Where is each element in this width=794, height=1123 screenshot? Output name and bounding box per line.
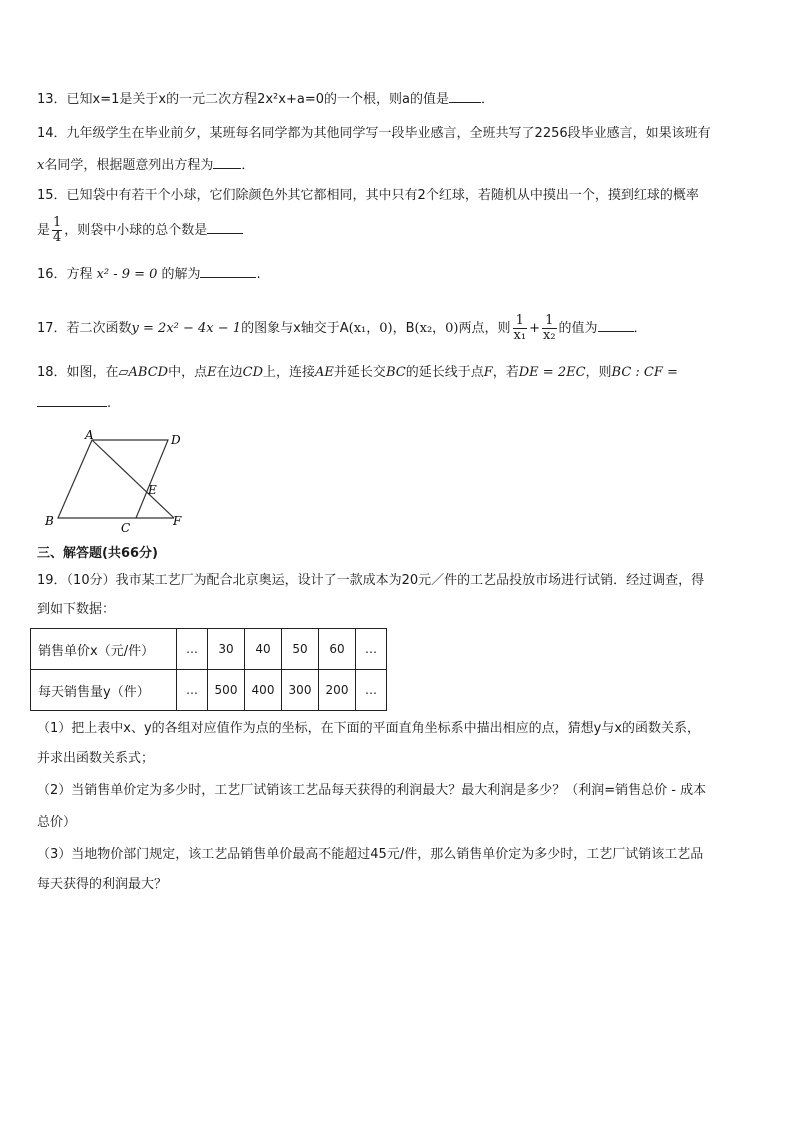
- question-19-line2: 到如下数据：: [37, 602, 116, 617]
- table-cell: 50: [282, 629, 319, 670]
- q17-plus: +: [529, 321, 540, 336]
- question-14-line2: [37, 156, 254, 175]
- q13-tail: ．: [480, 92, 494, 107]
- q18-tail: .: [107, 396, 112, 411]
- question-18-line2: [37, 394, 111, 413]
- q18-blank: [37, 394, 107, 407]
- q17-mid1: 的图象与x轴交于A: [241, 321, 349, 336]
- q19-part1-line1: （1）把上表中x、y的各组对应值作为点的坐标，在下面的平面直角坐标系中描出相应的点，猜想y与x的函数关系，: [37, 721, 701, 736]
- label-a: A: [85, 428, 94, 442]
- q14-tail: ．: [241, 158, 255, 173]
- table-cell: 60: [319, 629, 356, 670]
- question-19-line1: 19．（10分）我市某工艺厂为配合北京奥运，设计了一款成本为20元／件的工艺品投放市场进行试销．经过调查，得: [37, 573, 705, 588]
- q17-function: y = 2x² − 4x − 1: [131, 321, 242, 336]
- q17-point-a: (x₁，0): [348, 321, 393, 336]
- q16-tail: .: [256, 267, 261, 282]
- q17-pre: 17．若二次函数: [37, 321, 132, 336]
- q17-point-b: (x₂，0): [414, 321, 459, 336]
- question-14-line1: 14．九年级学生在毕业前夕，某班每名同学都为其他同学写一段毕业感言，全班共写了2256段毕业感言，如果该班有: [37, 126, 711, 141]
- q18-f: F: [483, 365, 493, 380]
- question-15-line1: 15．已知袋中有若干个小球，它们除颜色外其它都相同，其中只有2个红球，若随机从中摸出一个，摸到红球的概率: [37, 188, 699, 203]
- q17-mid2: ，B: [392, 321, 415, 336]
- line-af: [92, 440, 174, 518]
- section-3-title: 三、解答题(共66分): [37, 546, 158, 561]
- label-b: B: [45, 514, 54, 528]
- q18-e: E: [207, 365, 217, 380]
- q19-part1-line2: 并求出函数关系式；: [37, 751, 155, 766]
- table-cell: …: [356, 629, 387, 670]
- q16-post: 的解为: [161, 267, 201, 282]
- q13-blank: [449, 90, 481, 103]
- q15-pre: 是: [37, 223, 51, 238]
- q16-blank: [200, 265, 256, 278]
- q18-t6: 的延长线于点: [405, 365, 484, 380]
- table-row: [31, 629, 387, 670]
- q17-post: 的值为: [558, 321, 598, 336]
- q17-frac2-den: x₂: [542, 328, 556, 343]
- parallelogram-abcd: [58, 440, 168, 518]
- q18-ae: AE: [315, 365, 334, 380]
- table-cell: 500: [208, 670, 245, 711]
- label-e: E: [148, 483, 157, 497]
- table-cell: …: [177, 629, 208, 670]
- q19-part3-line2: 每天获得的利润最大？: [37, 877, 168, 892]
- question-13: [37, 90, 494, 109]
- q15-fraction: [52, 216, 62, 245]
- q18-abcd: ABCD: [128, 365, 169, 380]
- table-cell: 30: [208, 629, 245, 670]
- question-16: [37, 265, 261, 284]
- q18-de: DE = 2EC: [518, 365, 586, 380]
- table-cell: 400: [245, 670, 282, 711]
- q18-t1: 18．如图，在▱: [37, 365, 129, 380]
- sales-data-table: [30, 628, 387, 711]
- q19-part2-line2: 总价）: [37, 815, 77, 830]
- label-c: C: [121, 521, 131, 535]
- q17-blank: [598, 319, 634, 332]
- q18-t8: ，则: [585, 365, 612, 380]
- question-18-line1: [37, 364, 678, 382]
- q18-ratio: BC : CF =: [611, 365, 678, 380]
- q18-t7: ，若: [492, 365, 519, 380]
- q15-post: ，则袋中小球的总个数是: [64, 223, 208, 238]
- q17-fraction-2: [542, 314, 557, 343]
- q19-part2-line1: （2）当销售单价定为多少时，工艺厂试销该工艺品每天获得的利润最大？最大利润是多少？（利润=销售总价 - 成本: [37, 783, 707, 798]
- q18-bc: BC: [385, 365, 406, 380]
- table-header-price: 销售单价x（元/件）: [31, 629, 177, 670]
- table-header-volume: 每天销售量y（件）: [31, 670, 177, 711]
- q17-mid3: 两点，则: [458, 321, 511, 336]
- q15-blank: [207, 221, 243, 234]
- q18-t5: 并延长交: [333, 365, 386, 380]
- q18-t4: 上，连接: [263, 365, 316, 380]
- parallelogram-figure: [36, 426, 196, 536]
- table-cell: …: [177, 670, 208, 711]
- q18-t3: 在边: [216, 365, 243, 380]
- q17-tail: ．: [633, 321, 647, 336]
- q17-frac1-num: 1: [515, 313, 524, 328]
- table-cell: 200: [319, 670, 356, 711]
- label-d: D: [171, 433, 181, 447]
- table-row: [31, 670, 387, 711]
- q16-equation: x² - 9 = 0: [96, 267, 158, 282]
- table-cell: …: [356, 670, 387, 711]
- q18-t2: 中，点: [168, 365, 208, 380]
- q17-frac2-num: 1: [545, 313, 554, 328]
- q13-text: 13．已知x=1是关于x的一元二次方程2x²x+a=0的一个根，则a的值是: [37, 92, 449, 107]
- q19-part3-line1: （3）当地物价部门规定，该工艺品销售单价最高不能超过45元/件，那么销售单价定为多少时，工艺厂试销该工艺品: [37, 847, 704, 862]
- q18-cd: CD: [242, 365, 264, 380]
- q14-blank: [213, 156, 241, 169]
- q17-fraction-1: [513, 314, 528, 343]
- table-cell: 300: [282, 670, 319, 711]
- question-17: [37, 310, 647, 348]
- q15-frac-den: 4: [53, 230, 62, 245]
- q15-frac-num: 1: [53, 215, 62, 230]
- table-cell: 40: [245, 629, 282, 670]
- label-f: F: [173, 514, 182, 528]
- q14-var: x: [37, 158, 45, 173]
- q16-pre: 16．方程: [37, 267, 93, 282]
- question-15-line2: [37, 214, 243, 248]
- q17-frac1-den: x₁: [513, 328, 527, 343]
- q14-text: 名同学，根据题意列出方程为: [44, 158, 214, 173]
